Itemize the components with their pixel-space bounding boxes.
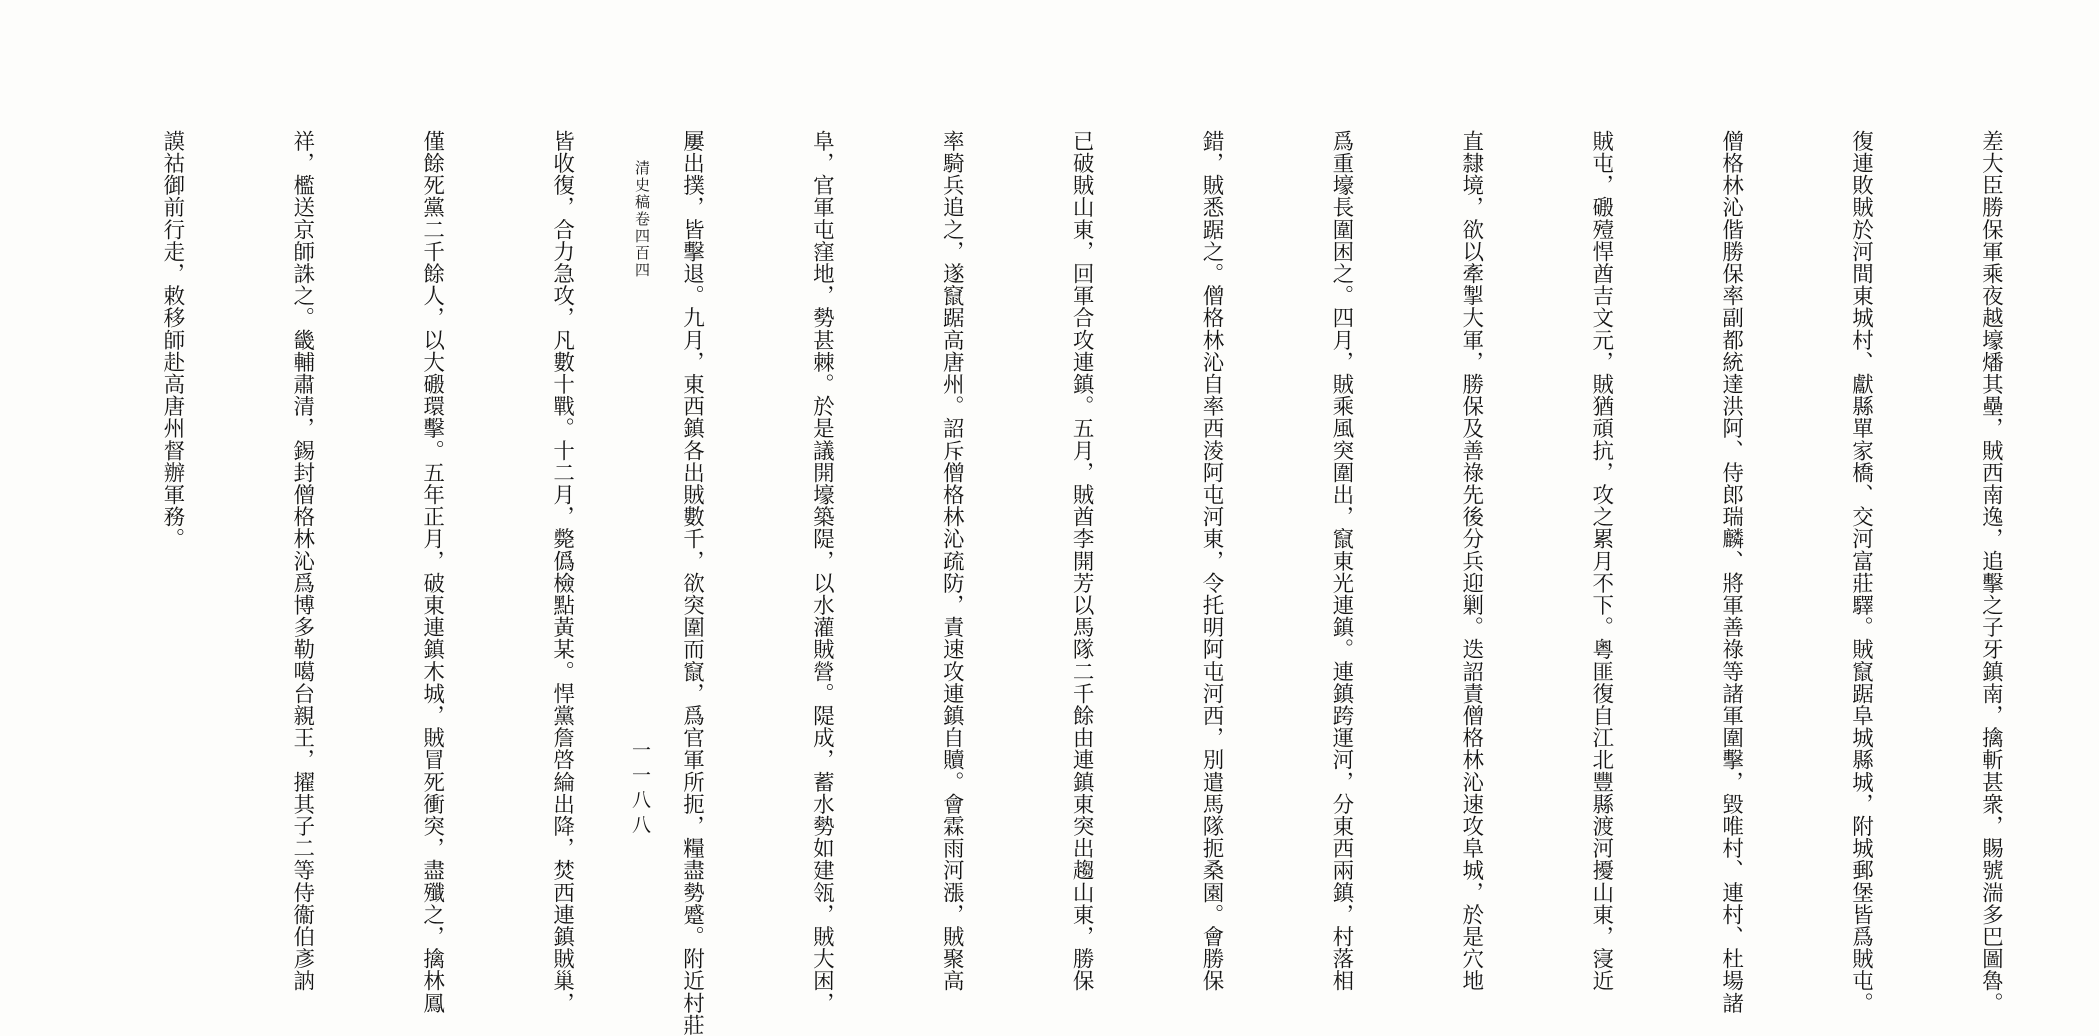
text-column: 已破賊山東，回軍合攻連鎮。五月，賊酋李開芳以馬隊二千餘由連鎮東突出趨山東，勝保 <box>1069 130 1095 992</box>
page-number: 一一八八 <box>629 740 651 840</box>
text-column: 阜，官軍屯窪地，勢甚棘。於是議開壕築隄，以水灌賊營。隄成，蓄水勢如建瓴，賊大困， <box>809 130 835 1014</box>
text-column: 皆收復，合力急攻，凡數十戰。十二月，斃僞檢點黃某。悍黨詹啓綸出降，焚西連鎮賊巢， <box>549 130 575 1014</box>
text-column: 祥，檻送京師誅之。畿輔肅清，錫封僧格林沁爲博多勒噶台親王，擢其子二等侍衞伯彥訥 <box>289 130 315 992</box>
text-column: 率騎兵追之，遂竄踞高唐州。詔斥僧格林沁疏防，責速攻連鎮自贖。會霖雨河漲，賊聚高 <box>939 130 965 992</box>
body-text <box>64 130 2099 1036</box>
text-column: 爲重壕長圍困之。四月，賊乘風突圍出，竄東光連鎮。連鎮跨運河，分東西兩鎮，村落相 <box>1328 130 1354 992</box>
text-column: 直隸境，欲以牽掣大軍，勝保及善祿先後分兵迎剿。迭詔責僧格林沁速攻阜城，於是穴地 <box>1458 130 1484 992</box>
text-column: 復連敗賊於河間東城村、獻縣單家橋、交河富莊驛。賊竄踞阜城縣城，附城郵堡皆爲賊屯。 <box>1848 130 1874 1014</box>
text-column: 謨祜御前行走，敕移師赴高唐州督辦軍務。 <box>159 130 185 550</box>
text-column: 屢出撲，皆擊退。九月，東西鎮各出賊數千，欲突圍而竄，爲官軍所扼，糧盡勢蹙。附近村莊 <box>679 130 705 1036</box>
text-column: 僅餘死黨二千餘人，以大磤環擊。五年正月，破東連鎮木城，賊冒死衝突，盡殲之，擒林鳳 <box>419 130 445 1014</box>
text-column: 差大臣勝保軍乘夜越壕燔其壘，賊西南逸，追擊之子牙鎮南，擒斬甚衆，賜號湍多巴圖魯。 <box>1978 130 2004 1014</box>
running-title: 清史稿卷四百四 <box>633 160 651 279</box>
text-column: 賊屯，磤殪悍酋吉文元，賊猶頑抗，攻之累月不下。粵匪復自江北豐縣渡河擾山東，寖近 <box>1588 130 1614 992</box>
text-column: 僧格林沁偕勝保率副都統達洪阿、侍郎瑞麟、將軍善祿等諸軍圍擊，毀唯村、連村、杜場諸 <box>1718 130 1744 1014</box>
text-column: 錯，賊悉踞之。僧格林沁自率西淩阿屯河東，令托明阿屯河西，別遣馬隊扼桑園。會勝保 <box>1199 130 1225 992</box>
